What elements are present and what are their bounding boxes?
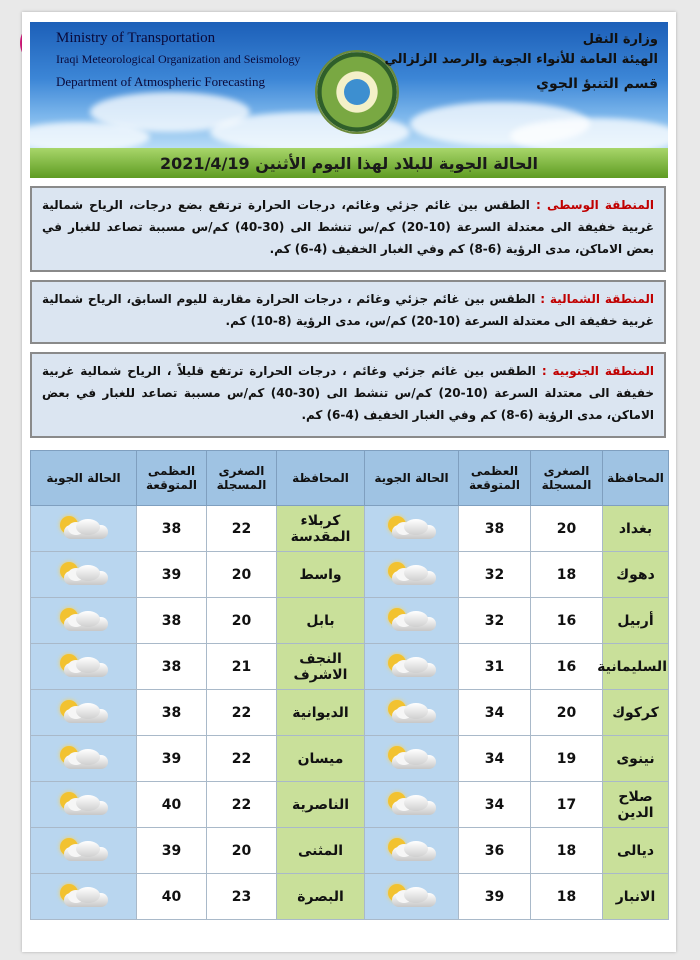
weather-cell [31, 598, 137, 644]
region-name: المنطقة الجنوبية : [541, 364, 654, 378]
max-temp-cell: 40 [137, 874, 207, 920]
forecast-table [30, 450, 669, 920]
column-header: المحافظة [277, 451, 365, 506]
region-text: الطقس بين غائم جزئي وغائم ، درجات الحرارة مقاربة لليوم السابق، الرياح شمالية غربية خفيفة الى معتدلة السرعة (10-20) كم/س، مدى الرؤية (8-10) كم. [42, 292, 654, 328]
province-cell: الناصرية [277, 782, 365, 828]
table-row [31, 782, 669, 828]
max-temp-cell: 38 [137, 690, 207, 736]
weather-cell [365, 506, 459, 552]
province-cell: النجف الاشرف [277, 644, 365, 690]
table-row [31, 736, 669, 782]
province-cell: الديوانية [277, 690, 365, 736]
min-temp-cell: 22 [207, 506, 277, 552]
province-cell: واسط [277, 552, 365, 598]
department-ar: قسم التنبؤ الجوي [536, 76, 658, 92]
weather-cell [31, 644, 137, 690]
partly-cloudy-icon [54, 516, 114, 542]
max-temp-cell: 38 [137, 598, 207, 644]
min-temp-cell: 20 [531, 506, 603, 552]
table-row [31, 598, 669, 644]
partly-cloudy-icon [54, 746, 114, 772]
weather-cell [365, 690, 459, 736]
min-temp-cell: 19 [531, 736, 603, 782]
column-header: العظمى المتوقعة [137, 451, 207, 506]
table-row [31, 828, 669, 874]
region-text: الطقس بين غائم جزئي وغائم، درجات الحرارة ترتفع بضع درجات، الرياح شمالية غربية خفيفة الى معتدلة السرعة (10-20) كم/س تنشط الى (30-40) كم/س مسببة تصاعد للغبار في بعض الاماكن، مدى الرؤية (6-8) كم وفي الغبار الخفيف (4-6) كم. [42, 198, 654, 256]
min-temp-cell: 21 [207, 644, 277, 690]
province-cell: بغداد [603, 506, 669, 552]
min-temp-cell: 18 [531, 874, 603, 920]
header-banner [30, 22, 668, 148]
ministry-en: Ministry of Transportation [56, 30, 216, 46]
min-temp-cell: 23 [207, 874, 277, 920]
max-temp-cell: 38 [137, 644, 207, 690]
weather-cell [365, 782, 459, 828]
max-temp-cell: 34 [459, 690, 531, 736]
partly-cloudy-icon [54, 700, 114, 726]
weather-cell [31, 506, 137, 552]
region-north [30, 280, 666, 344]
column-header: الحالة الجوية [365, 451, 459, 506]
min-temp-cell: 18 [531, 828, 603, 874]
min-temp-cell: 18 [531, 552, 603, 598]
province-cell: كربلاء المقدسة [277, 506, 365, 552]
province-cell: كركوك [603, 690, 669, 736]
partly-cloudy-icon [382, 700, 442, 726]
department-en: Department of Atmospheric Forecasting [56, 74, 266, 89]
partly-cloudy-icon [54, 792, 114, 818]
province-cell: دهوك [603, 552, 669, 598]
column-header: المحافظة [603, 451, 669, 506]
province-cell: نينوى [603, 736, 669, 782]
partly-cloudy-icon [382, 516, 442, 542]
column-header: الصغرى المسجلة [531, 451, 603, 506]
weather-cell [31, 782, 137, 828]
partly-cloudy-icon [382, 654, 442, 680]
province-cell: ديالى [603, 828, 669, 874]
partly-cloudy-icon [54, 654, 114, 680]
weather-cell [31, 828, 137, 874]
weather-cell [365, 552, 459, 598]
min-temp-cell: 16 [531, 598, 603, 644]
province-cell: ميسان [277, 736, 365, 782]
max-temp-cell: 40 [137, 782, 207, 828]
forecast-sheet [22, 12, 676, 952]
organization-en: Iraqi Meteorological Organization and Seismology [56, 52, 301, 66]
max-temp-cell: 34 [459, 782, 531, 828]
weather-cell [365, 644, 459, 690]
weather-cell [31, 874, 137, 920]
partly-cloudy-icon [382, 792, 442, 818]
column-header: الحالة الجوية [31, 451, 137, 506]
min-temp-cell: 20 [207, 598, 277, 644]
partly-cloudy-icon [54, 838, 114, 864]
region-name: المنطقة الوسطى : [536, 198, 654, 212]
province-cell: بابل [277, 598, 365, 644]
partly-cloudy-icon [382, 746, 442, 772]
partly-cloudy-icon [382, 562, 442, 588]
partly-cloudy-icon [382, 884, 442, 910]
title-bar [30, 148, 668, 178]
max-temp-cell: 39 [137, 828, 207, 874]
max-temp-cell: 34 [459, 736, 531, 782]
ministry-ar: وزارة النقل [582, 32, 658, 47]
table-header-row [31, 451, 669, 506]
weather-cell [365, 828, 459, 874]
table-row [31, 644, 669, 690]
column-header: الصغرى المسجلة [207, 451, 277, 506]
organization-ar: الهيئة العامة للأنواء الجوية والرصد الزلزالي [384, 52, 658, 67]
min-temp-cell: 20 [207, 552, 277, 598]
partly-cloudy-icon [382, 838, 442, 864]
column-header: العظمى المتوقعة [459, 451, 531, 506]
partly-cloudy-icon [54, 884, 114, 910]
max-temp-cell: 38 [137, 506, 207, 552]
page-title: الحالة الجوية للبلاد لهذا اليوم الأثنين 2021/4/19 [160, 153, 538, 173]
province-cell: الانبار [603, 874, 669, 920]
region-text: الطقس بين غائم جزئي وغائم ، درجات الحرارة ترتفع قليلاً ، الرياح شمالية غربية خفيفة الى معتدلة السرعة (10-20) كم/س تنشط الى (30-40) كم/س مسببة تصاعد للغبار في بعض الاماكن، مدى الرؤية (6-8) كم وفي الغبار الخفيف (4-6) كم. [42, 364, 655, 422]
max-temp-cell: 32 [459, 552, 531, 598]
min-temp-cell: 22 [207, 690, 277, 736]
min-temp-cell: 16 [531, 644, 603, 690]
weather-cell [365, 736, 459, 782]
min-temp-cell: 22 [207, 782, 277, 828]
partly-cloudy-icon [54, 562, 114, 588]
province-cell: أربيل [603, 598, 669, 644]
min-temp-cell: 17 [531, 782, 603, 828]
partly-cloudy-icon [54, 608, 114, 634]
partly-cloudy-icon [382, 608, 442, 634]
region-name: المنطقة الشمالية : [540, 292, 654, 306]
weather-cell [31, 736, 137, 782]
max-temp-cell: 32 [459, 598, 531, 644]
province-cell: البصرة [277, 874, 365, 920]
weather-cell [31, 552, 137, 598]
province-cell: السليمانية [603, 644, 669, 690]
weather-cell [365, 598, 459, 644]
max-temp-cell: 39 [137, 736, 207, 782]
min-temp-cell: 20 [207, 828, 277, 874]
region-south [30, 352, 666, 438]
table-row [31, 552, 669, 598]
weather-cell [365, 874, 459, 920]
table-row [31, 506, 669, 552]
region-central [30, 186, 666, 272]
max-temp-cell: 36 [459, 828, 531, 874]
max-temp-cell: 38 [459, 506, 531, 552]
table-row [31, 874, 669, 920]
min-temp-cell: 22 [207, 736, 277, 782]
max-temp-cell: 31 [459, 644, 531, 690]
province-cell: المثنى [277, 828, 365, 874]
max-temp-cell: 39 [137, 552, 207, 598]
max-temp-cell: 39 [459, 874, 531, 920]
min-temp-cell: 20 [531, 690, 603, 736]
weather-cell [31, 690, 137, 736]
table-row [31, 690, 669, 736]
province-cell: صلاح الدين [603, 782, 669, 828]
